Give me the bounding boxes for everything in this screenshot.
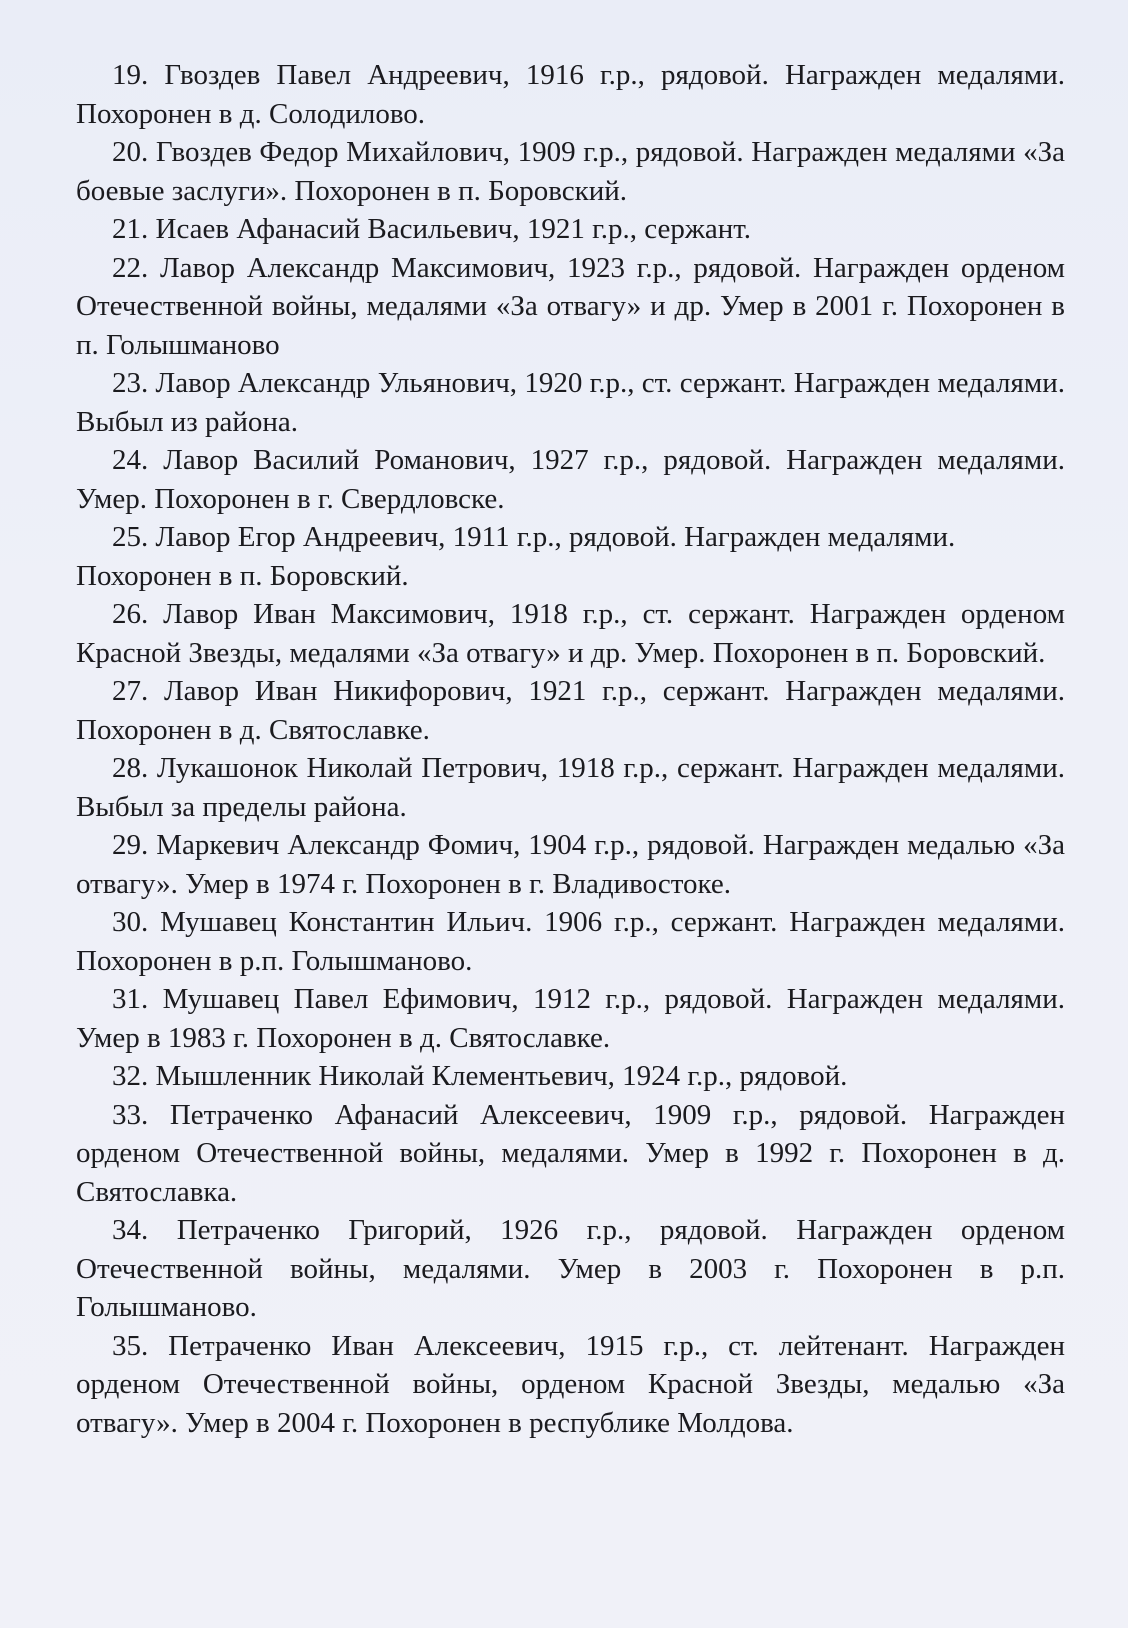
entry-28: 28. Лукашонок Николай Петрович, 1918 г.р., сержант. Награжден медалями. Выбыл за пределы района. <box>76 752 1065 823</box>
entry-22: 22. Лавор Александр Максимович, 1923 г.р., рядовой. Награжден орденом Отечественной войны, медалями «За отвагу» и др. Умер в 2001 г. Похоронен в п. Голышманово <box>76 251 1065 361</box>
entry-30: 30. Мушавец Константин Ильич. 1906 г.р., сержант. Награжден медалями. Похоронен в р.п. Голышманово. <box>76 906 1065 977</box>
entry-20: 20. Гвоздев Федор Михайлович, 1909 г.р., рядовой. Награжден медалями «За боевые заслуги». Похоронен в п. Боровский. <box>76 136 1065 207</box>
entry-19: 19. Гвоздев Павел Андреевич, 1916 г.р., рядовой. Награжден медалями. Похоронен в д. Солодилово. <box>76 59 1065 130</box>
entry-23: 23. Лавор Александр Ульянович, 1920 г.р., ст. сержант. Награжден медалями. Выбыл из района. <box>76 367 1065 438</box>
entry-29: 29. Маркевич Александр Фомич, 1904 г.р., рядовой. Награжден медалью «За отвагу». Умер в 1974 г. Похоронен в г. Владивостоке. <box>76 829 1065 900</box>
entry-34: 34. Петраченко Григорий, 1926 г.р., рядовой. Награжден орденом Отечественной войны, медалями. Умер в 2003 г. Похоронен в р.п. Голышманово. <box>76 1214 1065 1323</box>
entry-32: 32. Мышленник Николай Клементьевич, 1924 г.р., рядовой. <box>112 1060 848 1092</box>
entry-33: 33. Петраченко Афанасий Алексеевич, 1909 г.р., рядовой. Награжден орденом Отечественной войны, медалями. Умер в 1992 г. Похоронен в д. Святославка. <box>76 1098 1065 1208</box>
entry-21: 21. Исаев Афанасий Васильевич, 1921 г.р., сержант. <box>112 213 752 245</box>
entry-27: 27. Лавор Иван Никифорович, 1921 г.р., сержант. Награжден медалями. Похоронен в д. Святославке. <box>76 675 1065 746</box>
entry-31: 31. Мушавец Павел Ефимович, 1912 г.р., рядовой. Награжден медалями. Умер в 1983 г. Похоронен в д. Святославке. <box>76 983 1065 1054</box>
entry-24: 24. Лавор Василий Романович, 1927 г.р., рядовой. Награжден медалями. Умер. Похоронен в г. Свердловске. <box>76 444 1065 515</box>
veterans-list <box>76 56 1065 1442</box>
entry-25: 25. Лавор Егор Андреевич, 1911 г.р., рядовой. Награжден медалями. Похоронен в п. Боровский. <box>76 521 956 592</box>
entry-35: 35. Петраченко Иван Алексеевич, 1915 г.р., ст. лейтенант. Награжден орденом Отечественной войны, орденом Красной Звезды, медалью «За отвагу». Умер в 2004 г. Похоронен в республике Молдова. <box>76 1329 1065 1439</box>
entry-26: 26. Лавор Иван Максимович, 1918 г.р., ст. сержант. Награжден орденом Красной Звезды, медалями «За отвагу» и др. Умер. Похоронен в п. Боровский. <box>76 598 1065 669</box>
